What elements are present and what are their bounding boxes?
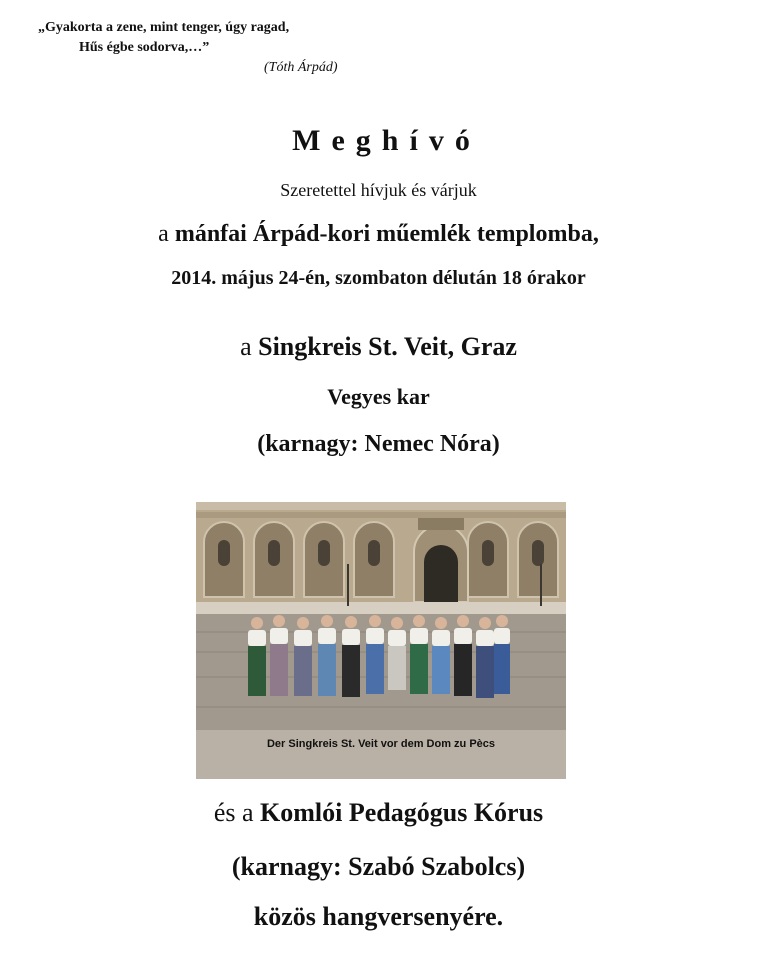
choir1-conductor: (karnagy: Nemec Nóra) xyxy=(257,431,500,457)
page-title: Meghívó xyxy=(292,124,481,157)
choir2-conductor: (karnagy: Szabó Szabolcs) xyxy=(231,852,526,881)
quote-author: (Tóth Árpád) xyxy=(264,60,338,75)
choir1-name: Singkreis St. Veit, Graz xyxy=(258,332,517,361)
choir-photo xyxy=(196,502,566,779)
choir2-name: Komlói Pedagógus Kórus xyxy=(260,798,544,827)
venue-prefix: a xyxy=(158,221,169,247)
date-line: 2014. május 24-én, szombaton délután 18 órakor xyxy=(171,267,586,289)
venue-line xyxy=(0,221,757,248)
closing-line: közös hangversenyére. xyxy=(253,902,504,931)
venue-text: mánfai Árpád-kori műemlék templomba, xyxy=(174,221,599,247)
choir1-prefix: a xyxy=(240,332,252,361)
choir1-line xyxy=(0,332,757,362)
choir2-prefix: és a xyxy=(213,798,254,827)
quote-line-1: „Gyakorta a zene, mint tenger, úgy ragad, xyxy=(38,20,290,35)
choir2-line xyxy=(0,798,757,828)
photo-caption: Der Singkreis St. Veit vor dem Dom zu Pècs xyxy=(266,738,496,750)
quote-line-2: Hűs égbe sodorva,…” xyxy=(79,40,210,55)
invitation-line: Szeretettel hívjuk és várjuk xyxy=(280,180,477,200)
choir1-type: Vegyes kar xyxy=(327,384,430,409)
